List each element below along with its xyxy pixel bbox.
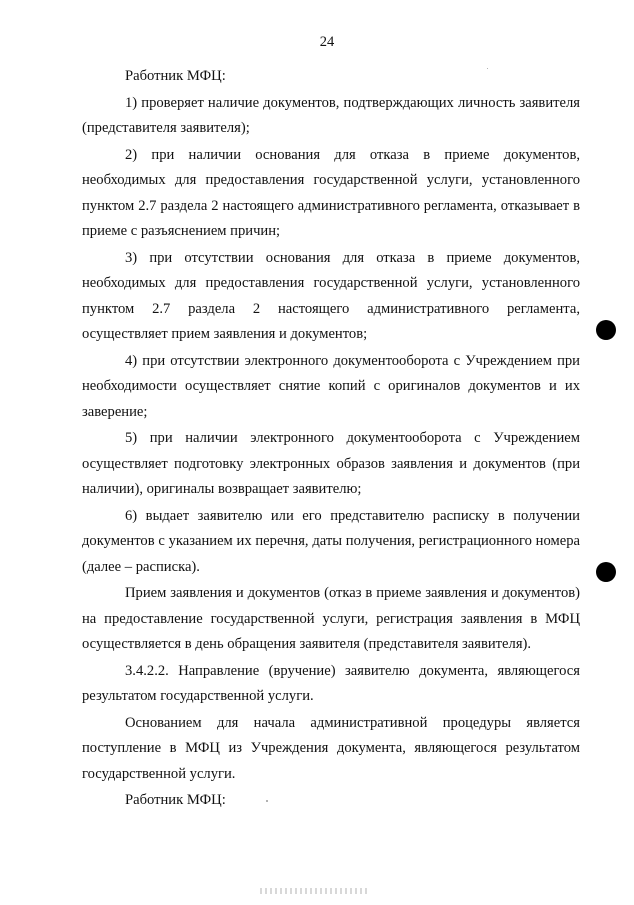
paragraph-item-3: 3) при отсутствии основания для отказа в приеме документов, необходимых для предоставления государственной услуги, установленного пунктом 2.7 раздела 2 настоящего административного регламента, осуществляет прием заявления и документов; bbox=[82, 249, 580, 342]
paragraph-section-3-4-2-2: 3.4.2.2. Направление (вручение) заявителю документа, являющегося результатом государственной услуги. bbox=[82, 662, 580, 704]
paragraph-mfc-worker-heading: Работник МФЦ: bbox=[125, 68, 226, 84]
scan-noise bbox=[260, 888, 370, 894]
paragraph-procedure-basis: Основанием для начала административной процедуры является поступление в МФЦ из Учреждения документа, являющегося результатом государственной услуги. bbox=[82, 714, 580, 782]
page-number: 24 bbox=[319, 34, 335, 50]
scan-speck bbox=[266, 800, 268, 802]
document-body bbox=[82, 64, 580, 814]
punch-hole-top bbox=[596, 320, 616, 340]
paragraph-item-2: 2) при наличии основания для отказа в приеме документов, необходимых для предоставления государственной услуги, установленного пунктом 2.7 раздела 2 настоящего административного регламента, отказывает в приеме с разъяснением причин; bbox=[82, 146, 580, 239]
paragraph-item-6: 6) выдает заявителю или его представителю расписку в получении документов с указанием их перечня, даты получения, регистрационного номера (далее – расписка). bbox=[82, 507, 580, 575]
paragraph-reception-note: Прием заявления и документов (отказ в приеме заявления и документов) на предоставление государственной услуги, регистрация заявления в МФЦ осуществляется в день обращения заявителя (представителя заявителя). bbox=[82, 585, 580, 652]
punch-hole-bottom bbox=[596, 562, 616, 582]
paragraph-item-5: 5) при наличии электронного документооборота с Учреждением осуществляет подготовку электронных образов заявления и документов (при наличии), оригиналы возвращает заявителю; bbox=[82, 430, 580, 497]
paragraph-mfc-worker-heading-2: Работник МФЦ: bbox=[125, 792, 226, 808]
paragraph-item-1: 1) проверяет наличие документов, подтверждающих личность заявителя (представителя заявителя); bbox=[82, 94, 580, 136]
scan-speck bbox=[487, 68, 488, 69]
paragraph-item-4: 4) при отсутствии электронного документооборота с Учреждением при необходимости осуществляет снятие копий с оригиналов документов и их заверение; bbox=[82, 352, 580, 420]
